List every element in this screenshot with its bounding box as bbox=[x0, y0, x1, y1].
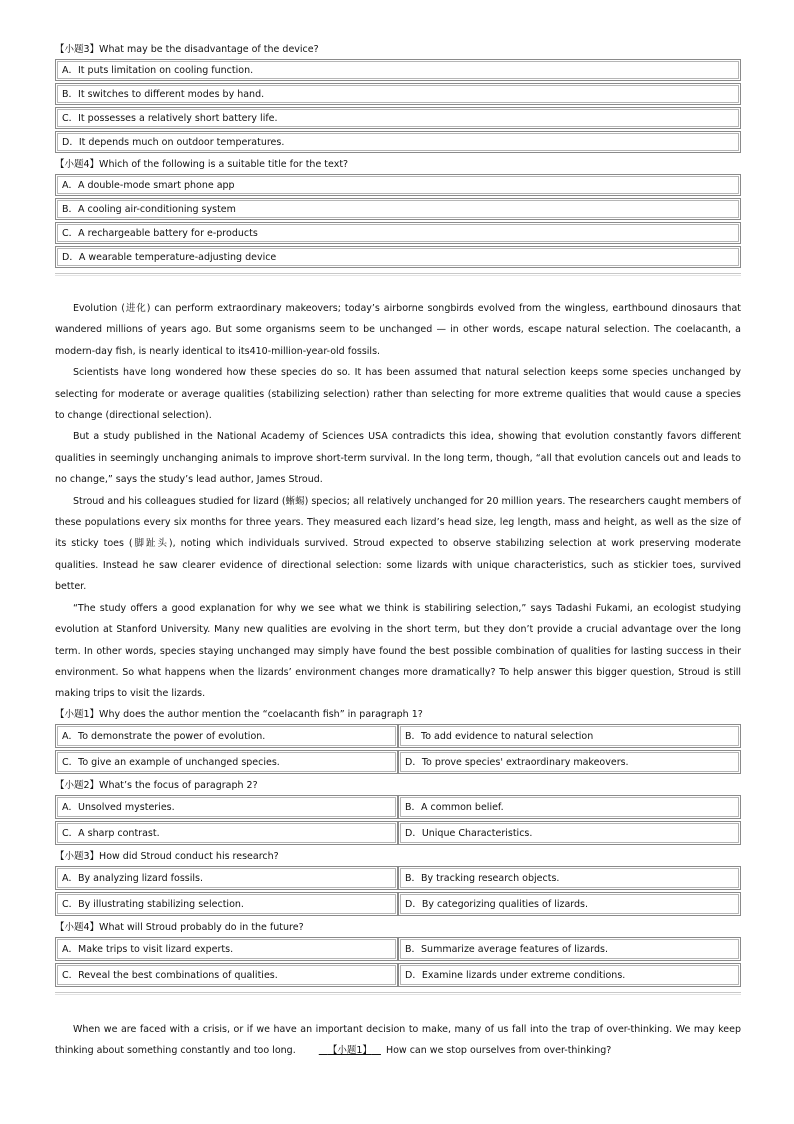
answer-option[interactable] bbox=[55, 131, 741, 153]
answer-option[interactable] bbox=[398, 937, 741, 961]
passage-paragraph: But a study published in the National Academy of Sciences USA contradicts this idea, showing that evolution constantly favors different qualities in seemingly unchanging animals to improve short-term survival. In the long term, though, “all that evolution cancels out and leads to no change,” says the study’s lead author, James Stroud. bbox=[55, 431, 741, 486]
option-text: D．To prove species' extraordinary makeovers. bbox=[400, 752, 739, 772]
passage-paragraph: Scientists have long wondered how these species do so. It has been assumed that natural selection keeps some species unchanged by selecting for moderate or average qualities (stabilizing selection) rather than selecting for more extreme qualities that would cause a species to change (directional selection). bbox=[55, 367, 741, 422]
option-text: B．A cooling air-conditioning system bbox=[57, 200, 739, 218]
question-block bbox=[55, 847, 741, 916]
option-text: D．Unique Characteristics. bbox=[400, 823, 739, 843]
answer-option[interactable] bbox=[55, 107, 741, 129]
answer-option[interactable] bbox=[55, 59, 741, 81]
option-text: B．Summarize average features of lizards. bbox=[400, 939, 739, 959]
reading-passage bbox=[55, 298, 741, 705]
question-stem: 【小题4】Which of the following is a suitable title for the text? bbox=[55, 159, 349, 170]
answer-option[interactable] bbox=[55, 198, 741, 220]
passage-paragraph: Evolution (进化) can perform extraordinary makeovers; today’s airborne songbirds evolved from the wingless, earthbound dinosaurs that wandered millions of years ago. But some organisms seem to be unchanged — in other words, escape natural selection. The coelacanth, a modern-day fish, is nearly identical to its410-million-year-old fossils. bbox=[55, 303, 741, 357]
answer-option[interactable] bbox=[398, 963, 741, 987]
option-text: D．A wearable temperature-adjusting device bbox=[57, 248, 739, 266]
passage2-paragraph bbox=[55, 1019, 741, 1062]
answer-option[interactable] bbox=[55, 795, 398, 819]
option-text: C．A sharp contrast. bbox=[57, 823, 396, 843]
answer-option[interactable] bbox=[398, 750, 741, 774]
option-text: A．It puts limitation on cooling function. bbox=[57, 61, 739, 79]
passage-paragraph: “The study offers a good explanation for why we see what we think is stabiliring selection,” says Tadashi Fukami, an ecologist studying evolution at Stanford University. Many new qualities are evolving in the short term, but they don’t provide a crucial advantage over the long term. In other words, species staying unchanged may simply have found the best possible combination of qualities for lasting success in their environment. So what happens when the lizards’ environment changes more dramatically? To help answer this bigger question, Stroud is still making trips to visit the lizards. bbox=[55, 602, 741, 700]
answer-option[interactable] bbox=[55, 963, 398, 987]
answer-option[interactable] bbox=[55, 937, 398, 961]
option-text: C．Reveal the best combinations of qualities. bbox=[57, 965, 396, 985]
option-text: B．By tracking research objects. bbox=[400, 868, 739, 888]
option-text: D．It depends much on outdoor temperatures. bbox=[57, 133, 739, 151]
blank-slot[interactable] bbox=[299, 1040, 383, 1061]
answer-option[interactable] bbox=[398, 892, 741, 916]
answer-option[interactable] bbox=[55, 892, 398, 916]
answer-option[interactable] bbox=[55, 724, 398, 748]
question-stem: 【小题3】How did Stroud conduct his research? bbox=[55, 850, 279, 862]
answer-option[interactable] bbox=[55, 866, 398, 890]
option-text: A．By analyzing lizard fossils. bbox=[57, 868, 396, 888]
answer-option[interactable] bbox=[55, 821, 398, 845]
option-text: A．A double-mode smart phone app bbox=[57, 176, 739, 194]
option-text: D．Examine lizards under extreme conditions. bbox=[400, 965, 739, 985]
option-text: B．To add evidence to natural selection bbox=[400, 726, 739, 746]
answer-option[interactable] bbox=[398, 724, 741, 748]
option-text: C．By illustrating stabilizing selection. bbox=[57, 894, 396, 914]
blank-label: 【小题1】 bbox=[327, 1045, 372, 1057]
option-text: D．By categorizing qualities of lizards. bbox=[400, 894, 739, 914]
answer-option[interactable] bbox=[55, 750, 398, 774]
question-stem: 【小题4】What will Stroud probably do in the future? bbox=[55, 921, 304, 933]
option-text: A．Unsolved mysteries. bbox=[57, 797, 396, 817]
option-text: C．To give an example of unchanged species. bbox=[57, 752, 396, 772]
answer-option[interactable] bbox=[55, 246, 741, 268]
answer-option[interactable] bbox=[55, 83, 741, 105]
option-text: B．A common belief. bbox=[400, 797, 739, 817]
answer-option[interactable] bbox=[398, 866, 741, 890]
answer-option[interactable] bbox=[55, 174, 741, 196]
document-page bbox=[55, 40, 741, 1062]
question-stem: 【小题2】What’s the focus of paragraph 2? bbox=[55, 779, 258, 791]
answer-option[interactable] bbox=[55, 222, 741, 244]
option-text: A．Make trips to visit lizard experts. bbox=[57, 939, 396, 959]
answer-option[interactable] bbox=[398, 795, 741, 819]
question-block bbox=[55, 705, 741, 774]
passage-paragraph: Stroud and his colleagues studied for lizard (蜥蜴) specios; all relatively unchanged for 20 million years. The researchers caught members of these populations every six months for three years. They measured each lizard’s head size, leg length, mass and height, as well as the size of its sticky toes (脚趾头), noting which individuals survived. Stroud expected to observe stabilızing selection at work preserving moderate qualities. Instead he saw clearer evidence of directional selection: some lizards with unique characteristics, such as stickier toes, survived better. bbox=[55, 495, 741, 593]
option-text: A．To demonstrate the power of evolution. bbox=[57, 726, 396, 746]
question-stem: 【小题3】What may be the disadvantage of the device? bbox=[55, 44, 319, 55]
question-stem: 【小题1】Why does the author mention the “coelacanth fish” in paragraph 1? bbox=[55, 708, 423, 720]
passage2-text: When we are faced with a crisis, or if we have an important decision to make, many of us fall into the trap of over-thinking. We may keep thinking about something constantly and too long. bbox=[55, 1023, 741, 1057]
answer-option[interactable] bbox=[398, 821, 741, 845]
option-text: C．It possesses a relatively short battery life. bbox=[57, 109, 739, 127]
question-block bbox=[55, 918, 741, 987]
option-text: B．It switches to different modes by hand. bbox=[57, 85, 739, 103]
option-text: C．A rechargeable battery for e-products bbox=[57, 224, 739, 242]
passage2-question: How can we stop ourselves from over-thinking? bbox=[385, 1045, 612, 1057]
question-block bbox=[55, 776, 741, 845]
